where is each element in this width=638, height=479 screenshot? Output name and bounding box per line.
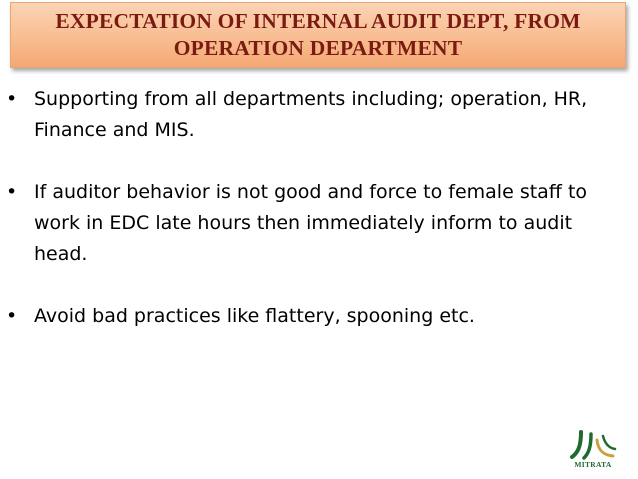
mitrata-logo <box>567 430 619 476</box>
bullet-item <box>0 301 638 332</box>
bullet-icon: • <box>6 305 18 327</box>
bullet-item <box>0 177 638 270</box>
bullet-item <box>0 84 638 146</box>
bullet-icon: • <box>6 181 18 203</box>
bullet-icon: • <box>6 88 18 110</box>
mitrata-logo-icon <box>567 430 619 460</box>
title-banner <box>10 2 626 68</box>
logo-label: MITRATA <box>574 460 612 469</box>
bullet-text: Supporting from all departments including; operation, HR, Finance and MIS. <box>34 88 588 141</box>
bullet-text: If auditor behavior is not good and force to female staff to work in EDC late hours then immediately inform to audit head. <box>34 181 588 265</box>
bullet-text: Avoid bad practices like flattery, spooning etc. <box>34 305 475 327</box>
slide-title: EXPECTATION OF INTERNAL AUDIT DEPT, FROM OPERATION DEPARTMENT <box>55 9 581 60</box>
bullet-list <box>0 84 638 332</box>
